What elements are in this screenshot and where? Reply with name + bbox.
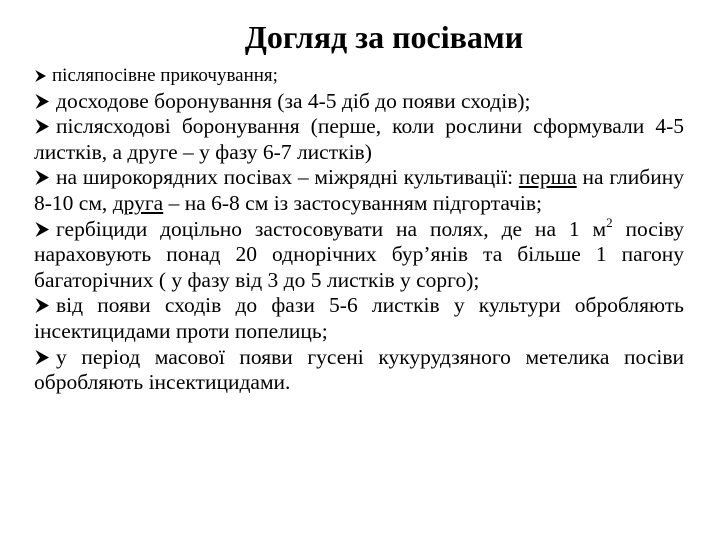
- arrowhead-bullet-icon: [34, 70, 46, 82]
- list-item-text: післяпосівне прикочування;: [52, 65, 278, 86]
- underlined-word-second: друга: [112, 190, 164, 215]
- bullet-list: [34, 63, 684, 396]
- list-item: [34, 63, 684, 89]
- arrowhead-bullet-icon: [34, 222, 49, 237]
- list-item-text: гербіциди доцільно застосовувати на полях, де на 1 м: [56, 216, 607, 241]
- list-item-text: на глибину 8-10 см,: [34, 165, 684, 215]
- arrowhead-bullet-icon: [34, 170, 49, 185]
- page-title: Догляд за посівами: [244, 19, 524, 55]
- arrowhead-bullet-icon: [34, 350, 49, 365]
- list-item-text: посіву нараховують понад 20 однорічних бур’янів та більше 1 пагону багаторічних ( у фазу від 3 до 5 листків у сорго);: [34, 216, 684, 292]
- arrowhead-bullet-icon: [34, 298, 49, 313]
- underlined-word-first: перша: [518, 165, 577, 190]
- list-item-text: досходове боронування (за 4-5 діб до появи сходів);: [56, 88, 531, 113]
- list-item-text: на широкорядних посівах – міжрядні культивації:: [56, 165, 519, 190]
- list-item-text: – на 6-8 см із застосуванням підгортачів;: [163, 190, 542, 215]
- superscript: 2: [606, 214, 613, 230]
- list-item: [34, 293, 684, 344]
- list-item-text: у період масової появи гусені кукурудзяного метелика посіви обробляють інсектицидами.: [34, 344, 684, 395]
- arrowhead-bullet-icon: [34, 119, 49, 134]
- list-item: [34, 214, 684, 294]
- list-item-text: від появи сходів до фази 5-6 листків у культури обробляють інсектицидами проти попелиць;: [34, 293, 684, 343]
- list-item: [34, 89, 684, 115]
- list-item: [34, 165, 684, 216]
- arrowhead-bullet-icon: [34, 94, 49, 109]
- list-item-text: післясходові боронування (перше, коли рослини сформували 4-5 листків, а друге – у фазу 6-7 листків): [34, 114, 684, 164]
- list-item: [34, 114, 684, 165]
- list-item: [34, 345, 684, 396]
